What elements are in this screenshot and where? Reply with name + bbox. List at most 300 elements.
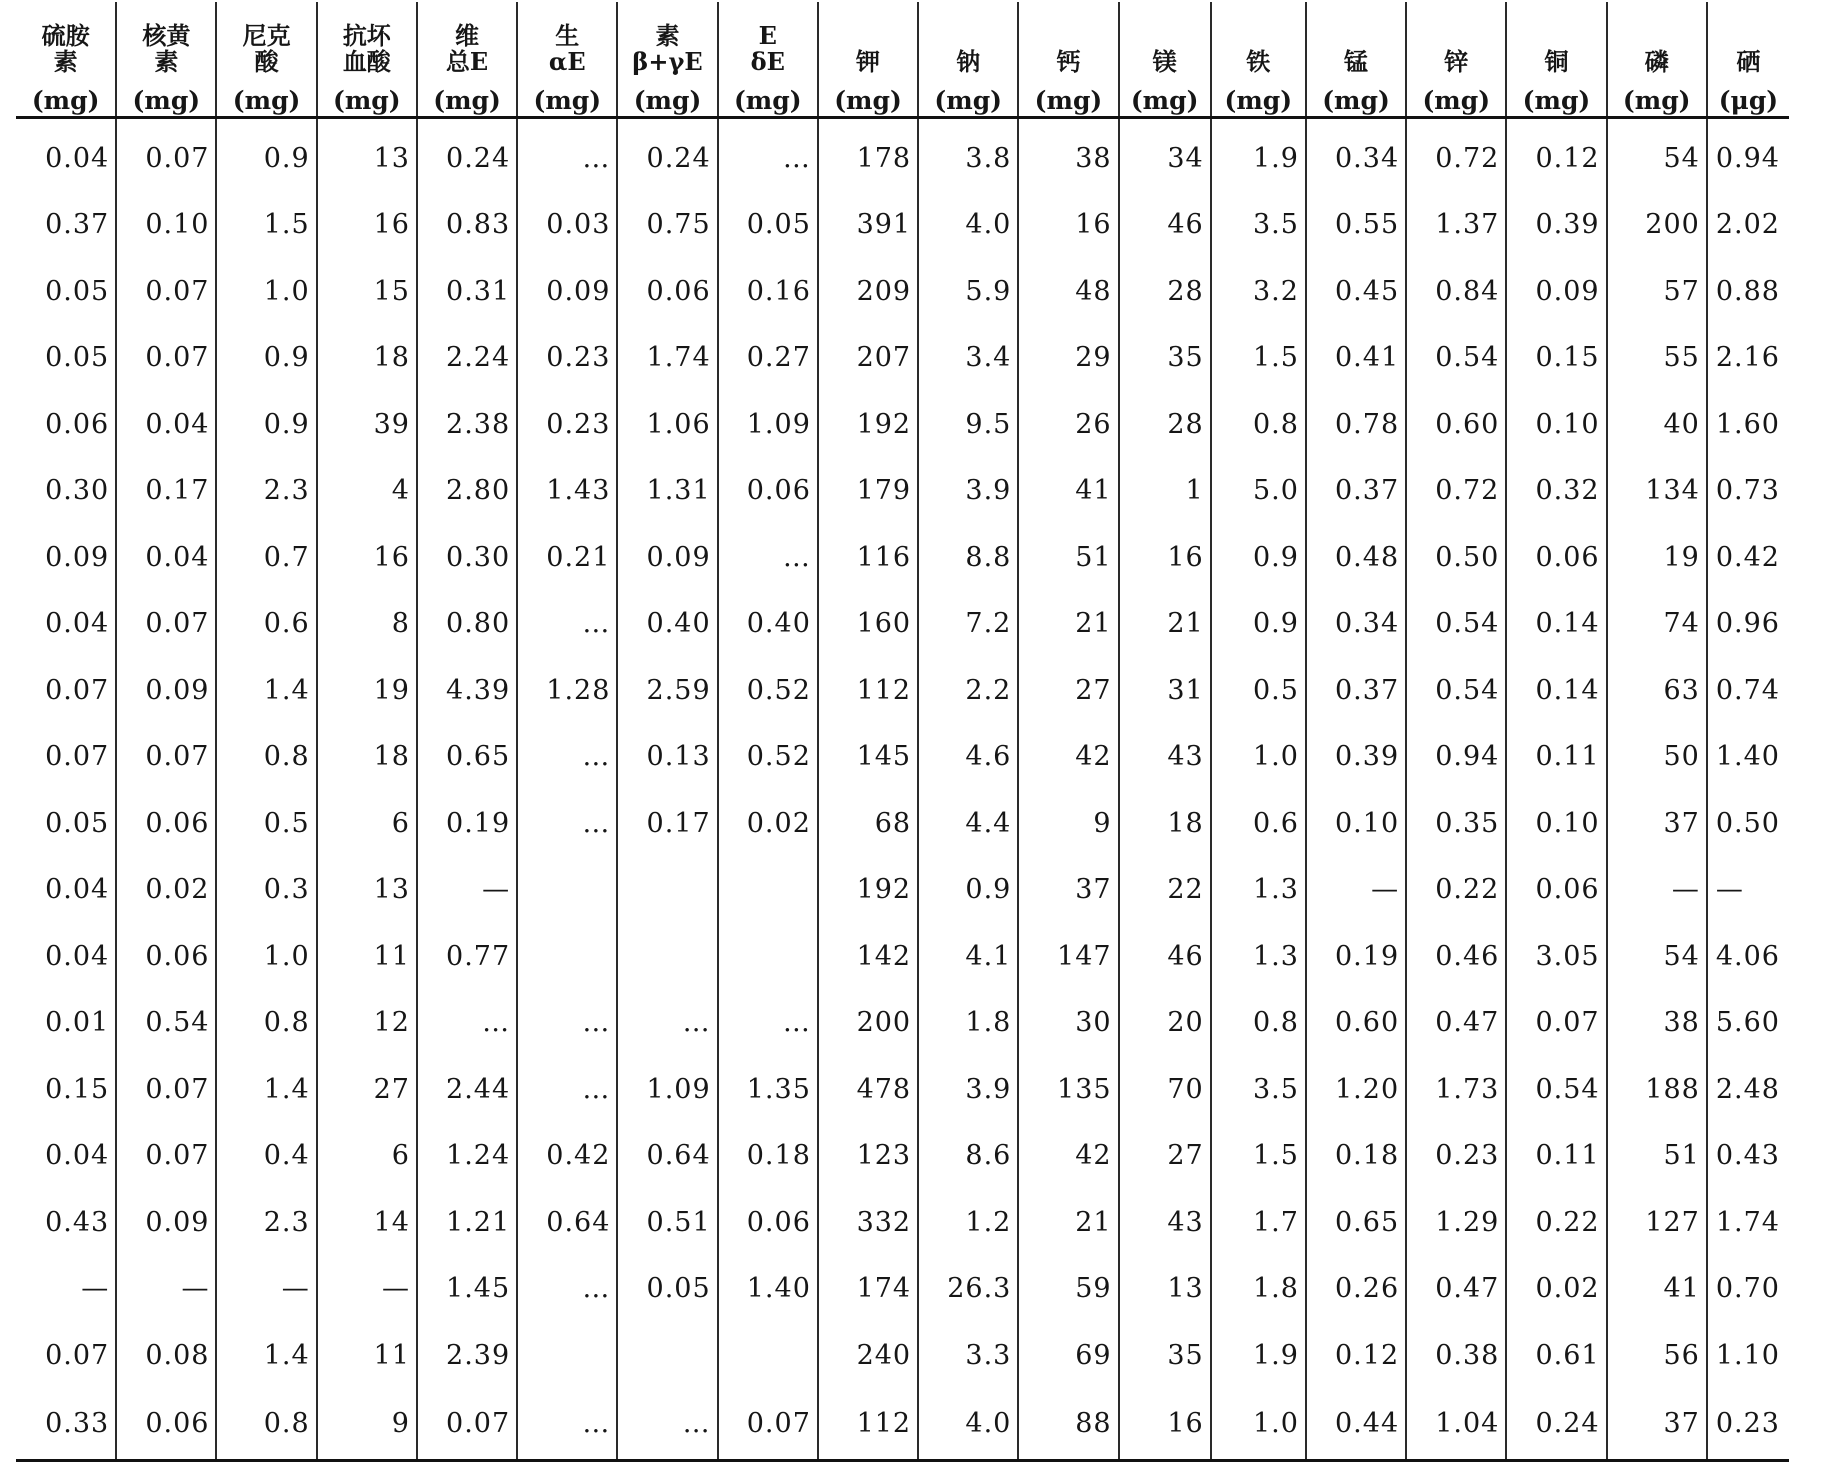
column-header-label: 酸 bbox=[254, 46, 279, 76]
table-cell: 0.09 bbox=[1506, 258, 1606, 325]
table-cell: 0.73 bbox=[1715, 475, 1780, 507]
table-cell: 0.65 bbox=[1306, 1189, 1406, 1256]
column-unit: (mg) bbox=[433, 85, 501, 115]
table-cell: 21 bbox=[1018, 591, 1118, 658]
table-cell: 1.9 bbox=[1211, 118, 1306, 192]
table-cell: 0.47 bbox=[1406, 1256, 1506, 1323]
table-cell: 0.34 bbox=[1306, 118, 1406, 192]
column-header bbox=[818, 2, 918, 118]
table-cell: 0.10 bbox=[1506, 391, 1606, 458]
table-cell: 2.48 bbox=[1715, 1073, 1780, 1105]
column-unit: (mg) bbox=[633, 85, 702, 115]
table-cell: 0.12 bbox=[1506, 118, 1606, 192]
table-cell: 21 bbox=[1119, 591, 1211, 658]
table-cell: 1.29 bbox=[1406, 1189, 1506, 1256]
table-cell: 18 bbox=[317, 724, 417, 791]
table-cell: 40 bbox=[1607, 391, 1707, 458]
table-cell: 0.15 bbox=[16, 1056, 116, 1123]
table-cell: 3.4 bbox=[918, 325, 1018, 392]
table-cell: 0.11 bbox=[1506, 724, 1606, 791]
table-cell: 0.04 bbox=[16, 923, 116, 990]
table-cell: 240 bbox=[818, 1322, 918, 1389]
column-header-label: 铜 bbox=[1544, 46, 1569, 76]
table-cell: 0.07 bbox=[116, 258, 216, 325]
table-cell: 2.24 bbox=[417, 325, 517, 392]
column-header bbox=[517, 2, 617, 118]
table-cell: — bbox=[216, 1256, 316, 1323]
column-unit: (mg) bbox=[132, 85, 201, 115]
table-cell: 3.5 bbox=[1211, 192, 1306, 259]
table-cell: 27 bbox=[1018, 657, 1118, 724]
table-cell: 0.13 bbox=[617, 724, 717, 791]
table-cell: 54 bbox=[1607, 118, 1707, 192]
table-cell: 0.22 bbox=[1406, 857, 1506, 924]
table-cell: 4.1 bbox=[918, 923, 1018, 990]
table-cell: 0.78 bbox=[1306, 391, 1406, 458]
table-cell: 0.4 bbox=[216, 1123, 316, 1190]
table-cell: 0.05 bbox=[16, 790, 116, 857]
table-cell: 0.30 bbox=[16, 458, 116, 525]
table-cell: 0.27 bbox=[718, 325, 818, 392]
table-cell: 13 bbox=[1119, 1256, 1211, 1323]
table-cell: 0.41 bbox=[1306, 325, 1406, 392]
table-cell: 0.22 bbox=[1506, 1189, 1606, 1256]
table-cell: 0.6 bbox=[1211, 790, 1306, 857]
table-cell: 0.06 bbox=[116, 790, 216, 857]
table-cell: 0.07 bbox=[116, 1123, 216, 1190]
table-cell: 1 bbox=[1119, 458, 1211, 525]
column-header-label: 铁 bbox=[1246, 46, 1271, 76]
column-unit: (mg) bbox=[333, 85, 401, 115]
table-cell: 1.74 bbox=[1715, 1206, 1780, 1238]
table-cell: 0.72 bbox=[1406, 458, 1506, 525]
column-header bbox=[417, 2, 517, 118]
table-cell: 0.50 bbox=[1406, 524, 1506, 591]
table-cell: 0.06 bbox=[116, 1389, 216, 1461]
table-cell: 0.8 bbox=[1211, 391, 1306, 458]
column-unit: (mg) bbox=[1522, 85, 1591, 115]
table-cell: 2.39 bbox=[417, 1322, 517, 1389]
column-header bbox=[1018, 2, 1118, 118]
table-row bbox=[16, 192, 1789, 259]
table-cell: 0.07 bbox=[116, 118, 216, 192]
table-cell: 0.05 bbox=[16, 325, 116, 392]
table-cell: 1.0 bbox=[216, 923, 316, 990]
table-cell: 13 bbox=[317, 857, 417, 924]
table-cell: 42 bbox=[1018, 1123, 1118, 1190]
table-cell: 1.8 bbox=[1211, 1256, 1306, 1323]
table-cell: 478 bbox=[818, 1056, 918, 1123]
table-cell: 0.52 bbox=[718, 657, 818, 724]
table-cell: 0.9 bbox=[216, 325, 316, 392]
table-cell: 0.01 bbox=[16, 990, 116, 1057]
table-cell: 29 bbox=[1018, 325, 1118, 392]
table-cell: 0.10 bbox=[1506, 790, 1606, 857]
table-cell: 1.5 bbox=[216, 192, 316, 259]
column-unit: (mg) bbox=[232, 85, 301, 115]
table-cell: 0.19 bbox=[417, 790, 517, 857]
table-cell: 34 bbox=[1119, 118, 1211, 192]
table-cell: 145 bbox=[818, 724, 918, 791]
table-cell: 0.06 bbox=[617, 258, 717, 325]
column-unit: (mg) bbox=[834, 85, 902, 115]
table-cell: 0.70 bbox=[1715, 1273, 1780, 1305]
table-cell: 0.42 bbox=[1715, 541, 1780, 573]
table-cell: 41 bbox=[1018, 458, 1118, 525]
table-row bbox=[16, 118, 1789, 192]
table-cell: 1.9 bbox=[1211, 1322, 1306, 1389]
table-cell: 0.33 bbox=[16, 1389, 116, 1461]
table-cell: 18 bbox=[317, 325, 417, 392]
column-unit: (mg) bbox=[31, 85, 100, 115]
table-row bbox=[16, 458, 1789, 525]
table-cell: 0.94 bbox=[1406, 724, 1506, 791]
table-cell: 37 bbox=[1018, 857, 1118, 924]
table-cell: 37 bbox=[1607, 790, 1707, 857]
column-header-label: 素 bbox=[53, 46, 78, 76]
table-cell: … bbox=[517, 1389, 617, 1461]
table-cell: 1.7 bbox=[1211, 1189, 1306, 1256]
table-cell: 0.05 bbox=[16, 258, 116, 325]
table-cell: 0.39 bbox=[1306, 724, 1406, 791]
table-cell: 127 bbox=[1607, 1189, 1707, 1256]
column-header bbox=[617, 2, 717, 118]
table-cell: 28 bbox=[1119, 258, 1211, 325]
column-unit: (mg) bbox=[1422, 85, 1491, 115]
table-cell: 112 bbox=[818, 657, 918, 724]
table-cell: 27 bbox=[317, 1056, 417, 1123]
table-cell: 0.54 bbox=[1506, 1056, 1606, 1123]
table-cell: 0.9 bbox=[216, 391, 316, 458]
column-header bbox=[1406, 2, 1506, 118]
table-cell bbox=[718, 923, 818, 990]
table-cell: 0.06 bbox=[718, 458, 818, 525]
table-cell: 37 bbox=[1607, 1389, 1707, 1461]
table-row bbox=[16, 591, 1789, 658]
column-unit: (mg) bbox=[1322, 85, 1390, 115]
table-cell: 5.0 bbox=[1211, 458, 1306, 525]
table-cell: 5.60 bbox=[1715, 1007, 1780, 1039]
table-cell: 4 bbox=[317, 458, 417, 525]
table-cell: 19 bbox=[1607, 524, 1707, 591]
table-cell: 0.09 bbox=[617, 524, 717, 591]
table-row bbox=[16, 724, 1789, 791]
table-cell: 332 bbox=[818, 1189, 918, 1256]
table-cell: 7.2 bbox=[918, 591, 1018, 658]
table-cell: 57 bbox=[1607, 258, 1707, 325]
table-cell: 1.28 bbox=[517, 657, 617, 724]
table-cell bbox=[517, 923, 617, 990]
table-cell: 179 bbox=[818, 458, 918, 525]
table-cell: 116 bbox=[818, 524, 918, 591]
table-row bbox=[16, 857, 1789, 924]
table-cell: 6 bbox=[317, 1123, 417, 1190]
table-cell: 59 bbox=[1018, 1256, 1118, 1323]
table-cell: 1.0 bbox=[1211, 724, 1306, 791]
table-cell: 174 bbox=[818, 1256, 918, 1323]
table-row bbox=[16, 1056, 1789, 1123]
table-cell: 0.72 bbox=[1406, 118, 1506, 192]
table-cell: 3.3 bbox=[918, 1322, 1018, 1389]
table-cell: 16 bbox=[1119, 524, 1211, 591]
table-cell: 21 bbox=[1018, 1189, 1118, 1256]
table-cell: 2.59 bbox=[617, 657, 717, 724]
table-cell: 8 bbox=[317, 591, 417, 658]
table-cell: 42 bbox=[1018, 724, 1118, 791]
table-cell: 0.83 bbox=[417, 192, 517, 259]
table-cell: 0.64 bbox=[517, 1189, 617, 1256]
table-header-row bbox=[16, 2, 1789, 118]
column-unit: (mg) bbox=[934, 85, 1003, 115]
table-cell: 0.04 bbox=[116, 391, 216, 458]
table-cell: 1.31 bbox=[617, 458, 717, 525]
table-cell: 0.02 bbox=[718, 790, 818, 857]
table-cell: … bbox=[517, 790, 617, 857]
table-cell: 74 bbox=[1607, 591, 1707, 658]
table-cell: 0.07 bbox=[116, 591, 216, 658]
column-unit: (mg) bbox=[1224, 85, 1293, 115]
table-cell: 4.4 bbox=[918, 790, 1018, 857]
table-cell: 1.4 bbox=[216, 1056, 316, 1123]
table-body bbox=[16, 118, 1789, 1461]
table-cell: 134 bbox=[1607, 458, 1707, 525]
table-cell: 3.9 bbox=[918, 458, 1018, 525]
table-cell: 0.54 bbox=[1406, 657, 1506, 724]
table-cell: 0.04 bbox=[16, 1123, 116, 1190]
table-cell: 0.94 bbox=[1715, 142, 1780, 174]
table-cell: 178 bbox=[818, 118, 918, 192]
column-header-label: 血酸 bbox=[342, 46, 391, 76]
column-header-label: 抗坏 bbox=[342, 21, 391, 51]
table-cell bbox=[617, 1322, 717, 1389]
table-cell: 0.05 bbox=[718, 192, 818, 259]
column-header-label: 镁 bbox=[1152, 46, 1177, 76]
table-cell: 0.65 bbox=[417, 724, 517, 791]
table-cell: 0.88 bbox=[1715, 275, 1780, 307]
table-cell: … bbox=[417, 990, 517, 1057]
table-cell: 35 bbox=[1119, 325, 1211, 392]
table-cell: 27 bbox=[1119, 1123, 1211, 1190]
table-cell: 2.16 bbox=[1715, 342, 1780, 374]
table-cell: 0.3 bbox=[216, 857, 316, 924]
table-cell: 1.10 bbox=[1715, 1339, 1780, 1371]
table-cell: 0.47 bbox=[1406, 990, 1506, 1057]
table-cell: 1.2 bbox=[918, 1189, 1018, 1256]
table-cell: 200 bbox=[1607, 192, 1707, 259]
column-header bbox=[216, 2, 316, 118]
table-cell: 0.04 bbox=[116, 524, 216, 591]
table-row bbox=[16, 790, 1789, 857]
column-header-label: 钙 bbox=[1056, 46, 1081, 76]
table-cell: 0.09 bbox=[116, 1189, 216, 1256]
column-header bbox=[16, 2, 116, 118]
table-cell: 30 bbox=[1018, 990, 1118, 1057]
table-cell: 3.9 bbox=[918, 1056, 1018, 1123]
table-cell: 2.3 bbox=[216, 458, 316, 525]
table-cell: 0.96 bbox=[1715, 608, 1780, 640]
table-cell: 1.43 bbox=[517, 458, 617, 525]
table-cell: 188 bbox=[1607, 1056, 1707, 1123]
table-cell: 0.5 bbox=[1211, 657, 1306, 724]
table-cell: 0.77 bbox=[417, 923, 517, 990]
table-cell: 1.45 bbox=[417, 1256, 517, 1323]
table-row bbox=[16, 1389, 1789, 1461]
table-cell: 1.8 bbox=[918, 990, 1018, 1057]
table-cell: 51 bbox=[1018, 524, 1118, 591]
column-header-label: 生 bbox=[555, 21, 580, 51]
table-cell: … bbox=[617, 990, 717, 1057]
table-cell: 123 bbox=[818, 1123, 918, 1190]
table-cell: 0.06 bbox=[116, 923, 216, 990]
table-cell: 1.0 bbox=[216, 258, 316, 325]
column-header-label: 核黄 bbox=[142, 21, 191, 51]
table-row bbox=[16, 990, 1789, 1057]
column-header bbox=[718, 2, 818, 118]
table-cell: 1.35 bbox=[718, 1056, 818, 1123]
table-row bbox=[16, 1123, 1789, 1190]
table-cell: 0.60 bbox=[1406, 391, 1506, 458]
table-cell: 0.06 bbox=[1506, 857, 1606, 924]
table-cell: 1.3 bbox=[1211, 857, 1306, 924]
column-unit: (mg) bbox=[733, 85, 802, 115]
table-cell: 0.07 bbox=[16, 1322, 116, 1389]
nutrient-table bbox=[16, 2, 1789, 1462]
table-cell bbox=[617, 857, 717, 924]
table-cell: 147 bbox=[1018, 923, 1118, 990]
table-cell: 0.35 bbox=[1406, 790, 1506, 857]
table-cell: 0.07 bbox=[116, 1056, 216, 1123]
column-header bbox=[918, 2, 1018, 118]
table-cell: 0.9 bbox=[216, 118, 316, 192]
column-unit: (μg) bbox=[1718, 85, 1779, 115]
table-cell: 0.06 bbox=[718, 1189, 818, 1256]
table-cell: 50 bbox=[1607, 724, 1707, 791]
table-cell: 0.9 bbox=[1211, 591, 1306, 658]
table-cell: 0.06 bbox=[1506, 524, 1606, 591]
table-cell: 0.60 bbox=[1306, 990, 1406, 1057]
table-row bbox=[16, 325, 1789, 392]
column-header-label: 钾 bbox=[855, 46, 880, 76]
table-cell: 0.14 bbox=[1506, 657, 1606, 724]
table-cell: 0.40 bbox=[718, 591, 818, 658]
table-cell: 1.24 bbox=[417, 1123, 517, 1190]
table-row bbox=[16, 923, 1789, 990]
table-cell: 38 bbox=[1607, 990, 1707, 1057]
table-cell: 46 bbox=[1119, 192, 1211, 259]
table-cell: 41 bbox=[1607, 1256, 1707, 1323]
table-cell: 2.2 bbox=[918, 657, 1018, 724]
table-cell: … bbox=[718, 990, 818, 1057]
table-cell: 22 bbox=[1119, 857, 1211, 924]
table-cell bbox=[517, 1322, 617, 1389]
table-cell: 1.09 bbox=[617, 1056, 717, 1123]
column-header-label: 尼克 bbox=[242, 21, 291, 51]
column-header bbox=[1707, 2, 1789, 118]
table-cell: 4.0 bbox=[918, 1389, 1018, 1461]
table-cell: 0.37 bbox=[1306, 458, 1406, 525]
table-cell: 391 bbox=[818, 192, 918, 259]
table-cell: 0.19 bbox=[1306, 923, 1406, 990]
table-cell bbox=[517, 857, 617, 924]
table-cell: 0.54 bbox=[1406, 591, 1506, 658]
table-cell: … bbox=[517, 1256, 617, 1323]
table-cell: 0.48 bbox=[1306, 524, 1406, 591]
table-cell: 16 bbox=[317, 192, 417, 259]
column-unit: (mg) bbox=[533, 85, 602, 115]
table-cell: 13 bbox=[317, 118, 417, 192]
table-cell: 0.51 bbox=[617, 1189, 717, 1256]
table-cell: 0.07 bbox=[116, 724, 216, 791]
table-cell: 0.44 bbox=[1306, 1389, 1406, 1461]
table-cell: … bbox=[517, 1056, 617, 1123]
table-cell: 4.06 bbox=[1715, 940, 1780, 972]
table-cell: 1.5 bbox=[1211, 325, 1306, 392]
table-cell: 16 bbox=[317, 524, 417, 591]
column-header-label: β+γE bbox=[632, 46, 703, 76]
table-cell: 1.37 bbox=[1406, 192, 1506, 259]
column-header-label: 素 bbox=[154, 46, 179, 76]
table-cell: 43 bbox=[1119, 1189, 1211, 1256]
table-cell: 0.31 bbox=[417, 258, 517, 325]
table-cell: 192 bbox=[818, 391, 918, 458]
column-header-label: E bbox=[758, 21, 777, 51]
column-header bbox=[1506, 2, 1606, 118]
table-cell: 135 bbox=[1018, 1056, 1118, 1123]
table-cell: 1.09 bbox=[718, 391, 818, 458]
column-unit: (mg) bbox=[1034, 85, 1103, 115]
table-cell: 3.8 bbox=[918, 118, 1018, 192]
column-header bbox=[317, 2, 417, 118]
table-cell: 0.03 bbox=[517, 192, 617, 259]
table-cell: 63 bbox=[1607, 657, 1707, 724]
table-row bbox=[16, 524, 1789, 591]
table-cell: 88 bbox=[1018, 1389, 1118, 1461]
table-cell: 0.23 bbox=[517, 391, 617, 458]
table-cell: 0.18 bbox=[1306, 1123, 1406, 1190]
table-cell: 8.8 bbox=[918, 524, 1018, 591]
table-cell: 0.10 bbox=[1306, 790, 1406, 857]
table-cell bbox=[718, 857, 818, 924]
table-cell: 0.14 bbox=[1506, 591, 1606, 658]
table-cell: 0.06 bbox=[16, 391, 116, 458]
table-cell: 0.07 bbox=[718, 1389, 818, 1461]
column-header-label: 锰 bbox=[1344, 46, 1368, 76]
column-header-label: 维 bbox=[455, 21, 480, 51]
table-cell: … bbox=[718, 524, 818, 591]
table-cell: … bbox=[517, 990, 617, 1057]
table-cell: 0.9 bbox=[1211, 524, 1306, 591]
table-cell: 0.6 bbox=[216, 591, 316, 658]
table-cell: 15 bbox=[317, 258, 417, 325]
table-cell: 0.9 bbox=[918, 857, 1018, 924]
table-row bbox=[16, 258, 1789, 325]
table-cell: 0.24 bbox=[1506, 1389, 1606, 1461]
table-cell: 0.08 bbox=[116, 1322, 216, 1389]
column-header-label: 硫胺 bbox=[41, 21, 90, 51]
table-cell: 51 bbox=[1607, 1123, 1707, 1190]
table-cell: 4.6 bbox=[918, 724, 1018, 791]
column-header bbox=[1607, 2, 1707, 118]
table-cell: 0.17 bbox=[116, 458, 216, 525]
column-header-label: 钠 bbox=[956, 46, 981, 76]
table-cell: 112 bbox=[818, 1389, 918, 1461]
table-cell: 19 bbox=[317, 657, 417, 724]
table-cell: … bbox=[517, 118, 617, 192]
table-cell: 55 bbox=[1607, 325, 1707, 392]
table-cell: 54 bbox=[1607, 923, 1707, 990]
table-cell: 1.74 bbox=[617, 325, 717, 392]
table-cell: 0.21 bbox=[517, 524, 617, 591]
